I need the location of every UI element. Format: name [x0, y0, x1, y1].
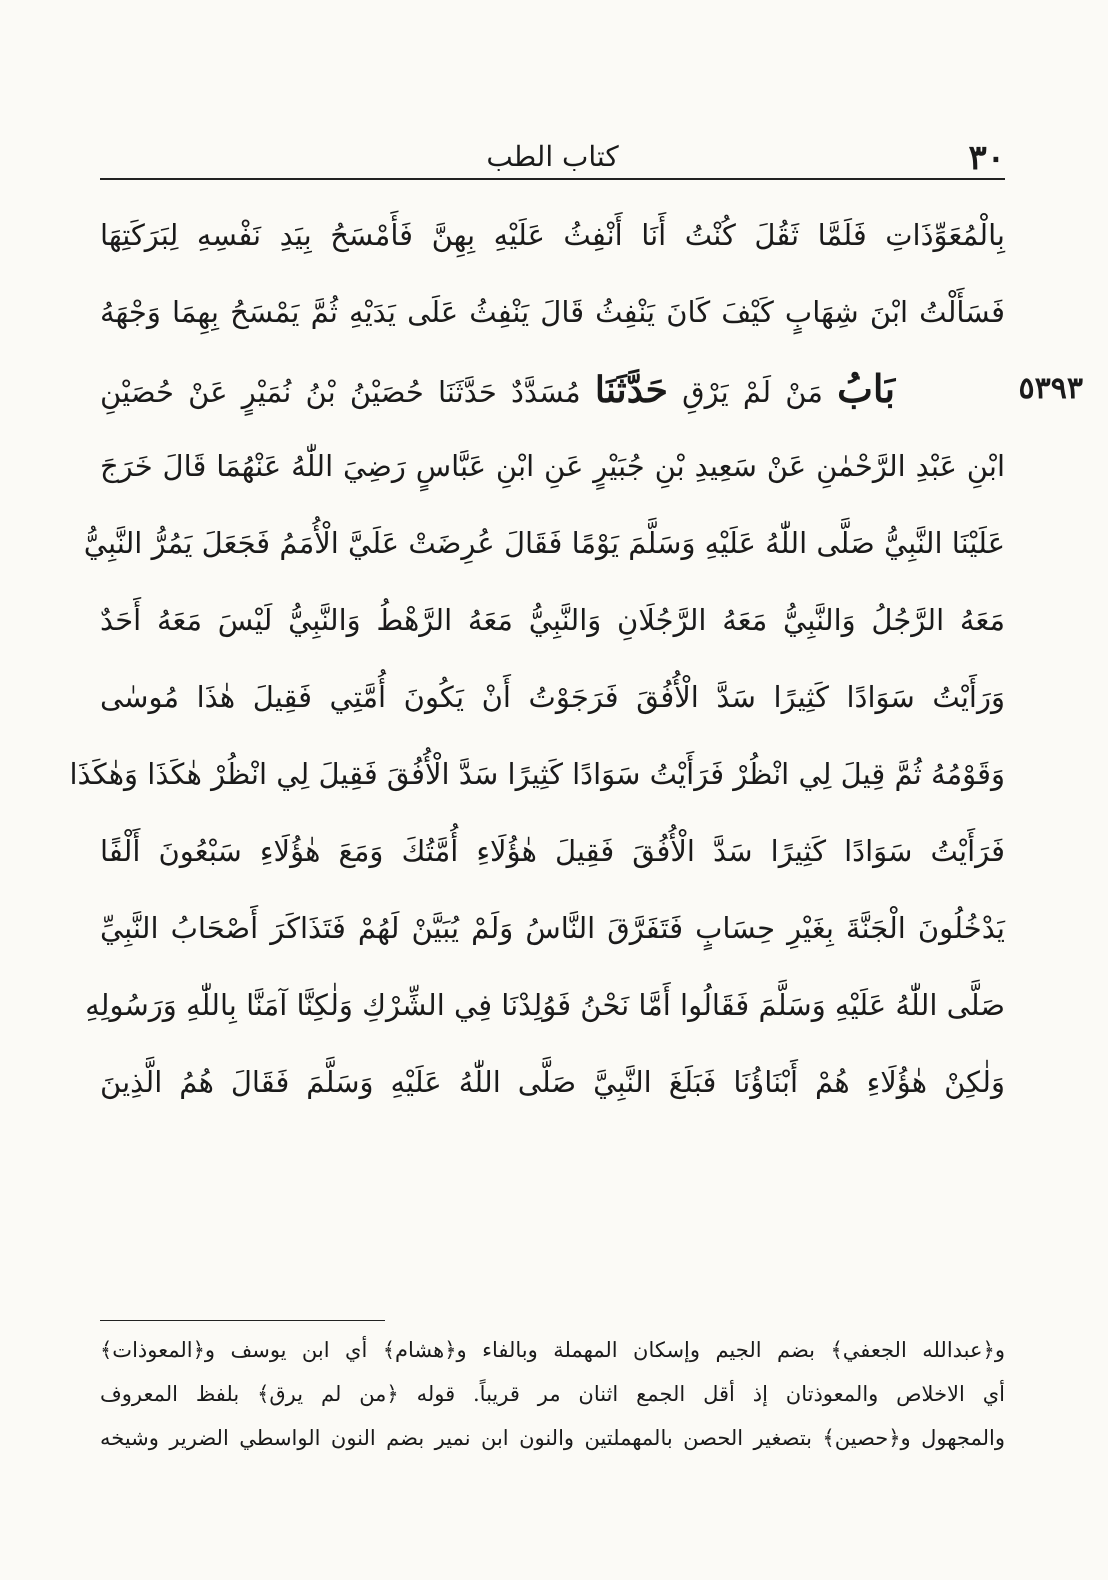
hadith-text [69, 190, 1083, 1114]
text-line: مَعَهُ الرَّجُلُ وَالنَّبِيُّ مَعَهُ الرَّجُلَانِ وَالنَّبِيُّ مَعَهُ الرَّهْطُ وَالنَّبِيُّ لَيْسَ مَعَهُ أَحَدٌ [100, 603, 1005, 637]
text-line: فَسَأَلْتُ ابْنَ شِهَابٍ كَيْفَ كَانَ يَنْفِثُ قَالَ يَنْفِثُ عَلَى يَدَيْهِ ثُمَّ يَمْسَحُ بِهِمَا وَجْهَهُ [100, 295, 1005, 329]
text-line: بِالْمُعَوِّذَاتِ فَلَمَّا ثَقُلَ كُنْتُ أَنَا أَنْفِثُ عَلَيْهِ بِهِنَّ فَأَمْسَحُ بِيَدِ نَفْسِهِ لِبَرَكَتِهَا [100, 218, 1005, 252]
footnote-rule [100, 1320, 385, 1321]
text-line: صَلَّى اللّٰهُ عَلَيْهِ وَسَلَّمَ فَقَالُوا أَمَّا نَحْنُ فَوُلِدْنَا فِي الشِّرْكِ وَلٰكِنَّا آمَنَّا بِاللّٰهِ وَرَسُولِهِ [85, 988, 1005, 1022]
text-line: وَقَوْمُهُ ثُمَّ قِيلَ لِي انْظُرْ فَرَأَيْتُ سَوَادًا كَثِيرًا سَدَّ الْأُفُقَ فَقِيلَ لِي انْظُرْ هٰكَذَا وَهٰكَذَا [69, 757, 1005, 791]
page-header [100, 130, 1005, 180]
chapter-title: مَنْ لَمْ يَرْقِ [682, 375, 823, 409]
footnote-line: والمجهول و﴿حصين﴾ بتصغير الحصن بالمهملتين والنون ابن نمير بضم النون الواسطي الضرير وشيخه [100, 1426, 1005, 1450]
hadith-number: ٥٣٩٣ [1018, 371, 1083, 406]
narration-marker: حَدَّثَنَا [594, 369, 668, 411]
footnote-line: أي الاخلاص والمعوذتان إذ أقل الجمع اثنان مر قريباً. قوله ﴿من لم يرق﴾ بلفظ المعروف [100, 1382, 1005, 1406]
chapter-label: بَابُ [837, 366, 896, 411]
text-line: مُسَدَّدٌ حَدَّثَنَا حُصَيْنُ بْنُ نُمَيْرٍ عَنْ حُصَيْنِ [100, 375, 581, 409]
text-line: وَلٰكِنْ هٰؤُلَاءِ هُمْ أَبْنَاؤُنَا فَبَلَغَ النَّبِيَّ صَلَّى اللّٰهُ عَلَيْهِ وَسَلَّمَ فَقَالَ هُمُ الَّذِينَ [100, 1065, 1005, 1099]
text-line: عَلَيْنَا النَّبِيُّ صَلَّى اللّٰهُ عَلَيْهِ وَسَلَّمَ يَوْمًا فَقَالَ عُرِضَتْ عَلَيَّ الْأُمَمُ فَجَعَلَ يَمُرُّ النَّبِيُّ [83, 526, 1005, 560]
text-line: وَرَأَيْتُ سَوَادًا كَثِيرًا سَدَّ الْأُفُقَ فَرَجَوْتُ أَنْ يَكُونَ أُمَّتِي فَقِيلَ هٰذَا مُوسٰى [100, 680, 1005, 714]
header-rule [100, 178, 1005, 180]
footnotes [100, 1328, 1005, 1460]
text-line: يَدْخُلُونَ الْجَنَّةَ بِغَيْرِ حِسَابٍ فَتَفَرَّقَ النَّاسُ وَلَمْ يُبَيَّنْ لَهُمْ فَتَذَاكَرَ أَصْحَابُ النَّبِيِّ [100, 911, 1005, 945]
text-line: فَرَأَيْتُ سَوَادًا كَثِيرًا سَدَّ الْأُفُقَ فَقِيلَ هٰؤُلَاءِ أُمَّتُكَ وَمَعَ هٰؤُلَاءِ سَبْعُونَ أَلْفًا [100, 834, 1005, 868]
footnote-line: و﴿عبدالله الجعفي﴾ بضم الجيم وإسكان المهملة وبالفاء و﴿هشام﴾ أي ابن يوسف و﴿المعوذات﴾ [100, 1338, 1005, 1362]
book-title: كتاب الطب [486, 140, 619, 173]
text-line: ابْنِ عَبْدِ الرَّحْمٰنِ عَنْ سَعِيدِ بْنِ جُبَيْرٍ عَنِ ابْنِ عَبَّاسٍ رَضِيَ اللّٰهُ عَنْهُمَا قَالَ خَرَجَ [100, 449, 1005, 483]
chapter-heading-line [100, 344, 1083, 421]
page-number: ٣٠ [968, 138, 1005, 178]
